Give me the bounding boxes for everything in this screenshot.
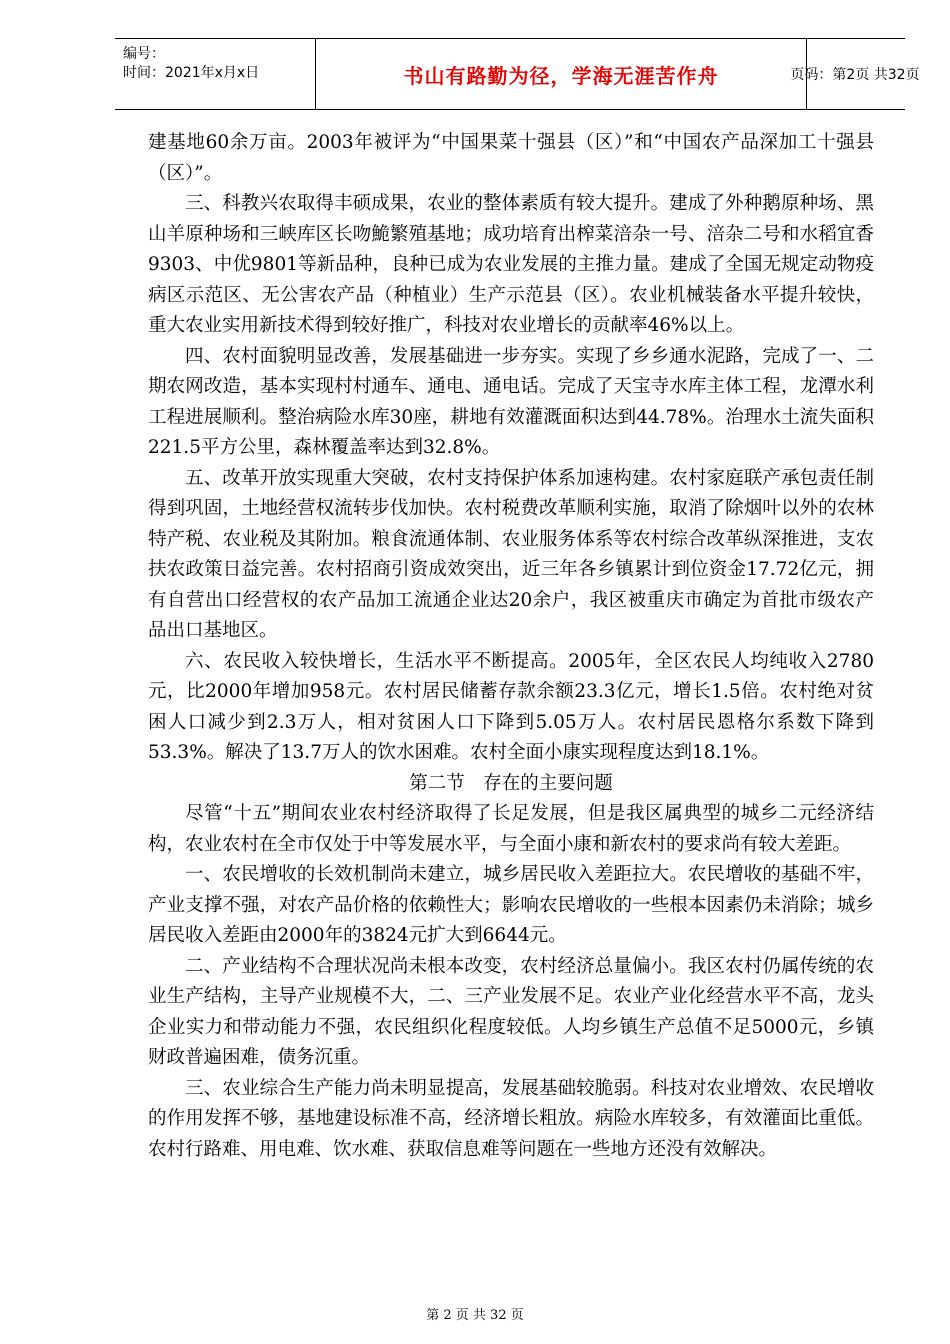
paragraph: 建基地60余万亩。2003年被评为“中国果菜十强县（区）”和“中国农产品深加工十强县（区）”。 bbox=[148, 132, 874, 184]
paragraph: 四、农村面貌明显改善，发展基础进一步夯实。实现了乡乡通水泥路，完成了一、二期农网改造，基本实现村村通车、通电、通电话。完成了天宝寺水库主体工程，龙潭水利工程进展顺利。整治病险水库30座，耕地有效灌溉面积达到44.78%。治理水土流失面积221.5平方公里，森林覆盖率达到32.8%。 bbox=[148, 345, 874, 458]
header-page-info: 页码：第2页 共32页 bbox=[790, 67, 920, 83]
paragraph: 五、改革开放实现重大突破，农村支持保护体系加速构建。农村家庭联产承包责任制得到巩固，土地经营权流转步伐加快。农村税费改革顺利实施，取消了除烟叶以外的农林特产税、农业税及其附加。粮食流通体制、农业服务体系等农村综合改革纵深推进，支农扶农政策日益完善。农村招商引资成效突出，近三年各乡镇累计到位资金17.72亿元，拥有自营出口经营权的农产品加工流通企业达20余户，我区被重庆市确定为首批市级农产品出口基地区。 bbox=[148, 467, 874, 641]
paragraph: 尽管“十五”期间农业农村经济取得了长足发展，但是我区属典型的城乡二元经济结构，农业农村在全市仅处于中等发展水平，与全面小康和新农村的要求尚有较大差距。 bbox=[148, 803, 874, 855]
page-footer bbox=[0, 1304, 950, 1323]
section-title: 第二节 存在的主要问题 bbox=[409, 772, 613, 794]
page-header bbox=[115, 38, 920, 110]
paragraph: 六、农民收入较快增长，生活水平不断提高。2005年，全区农民人均纯收入2780元，比2000年增加958元。农村居民储蓄存款余额23.3亿元，增长1.5倍。农村绝对贫困人口减少到2.3万人，相对贫困人口下降到5.05万人。农村居民恩格尔系数下降到53.3%。解决了13.7万人的饮水困难。农村全面小康实现程度达到18.1%。 bbox=[148, 650, 874, 763]
footer-page-number: 第 2 页 共 32 页 bbox=[426, 1308, 524, 1323]
document-body bbox=[148, 128, 874, 1165]
paragraph: 三、农业综合生产能力尚未明显提高，发展基础较脆弱。科技对农业增效、农民增收的作用发挥不够，基地建设标准不高，经济增长粗放。病险水库较多，有效灌面比重低。农村行路难、用电难、饮水难、获取信息难等问题在一些地方还没有效解决。 bbox=[148, 1077, 874, 1160]
paragraph: 三、科教兴农取得丰硕成果，农业的整体素质有较大提升。建成了外种鹅原种场、黑山羊原种场和三峡库区长吻鮠繁殖基地；成功培育出榨菜涪杂一号、涪杂二号和水稻宜香9303、中优9801等新品种，良种已成为农业发展的主推力量。建成了全国无规定动物疫病区示范区、无公害农产品（种植业）生产示范县（区）。农业机械装备水平提升较快，重大农业实用新技术得到较好推广，科技对农业增长的贡献率46%以上。 bbox=[148, 193, 874, 336]
document-time: 时间：2021年x月x日 bbox=[123, 65, 260, 81]
header-motto: 书山有路勤为径，学海无涯苦作舟 bbox=[315, 39, 807, 109]
paragraph: 二、产业结构不合理状况尚未根本改变，农村经济总量偏小。我区农村仍属传统的农业生产结构，主导产业规模不大，二、三产业发展不足。农业产业化经营水平不高，龙头企业实力和带动能力不强，农民组织化程度较低。人均乡镇生产总值不足5000元，乡镇财政普遍困难，债务沉重。 bbox=[148, 955, 874, 1068]
header-meta bbox=[115, 39, 315, 109]
paragraph: 一、农民增收的长效机制尚未建立，城乡居民收入差距拉大。农民增收的基础不牢，产业支撑不强，对农产品价格的依赖性大；影响农民增收的一些根本因素仍未消除；城乡居民收入差距由2000年的3824元扩大到6644元。 bbox=[148, 864, 874, 946]
document-number: 编号： bbox=[123, 46, 165, 62]
